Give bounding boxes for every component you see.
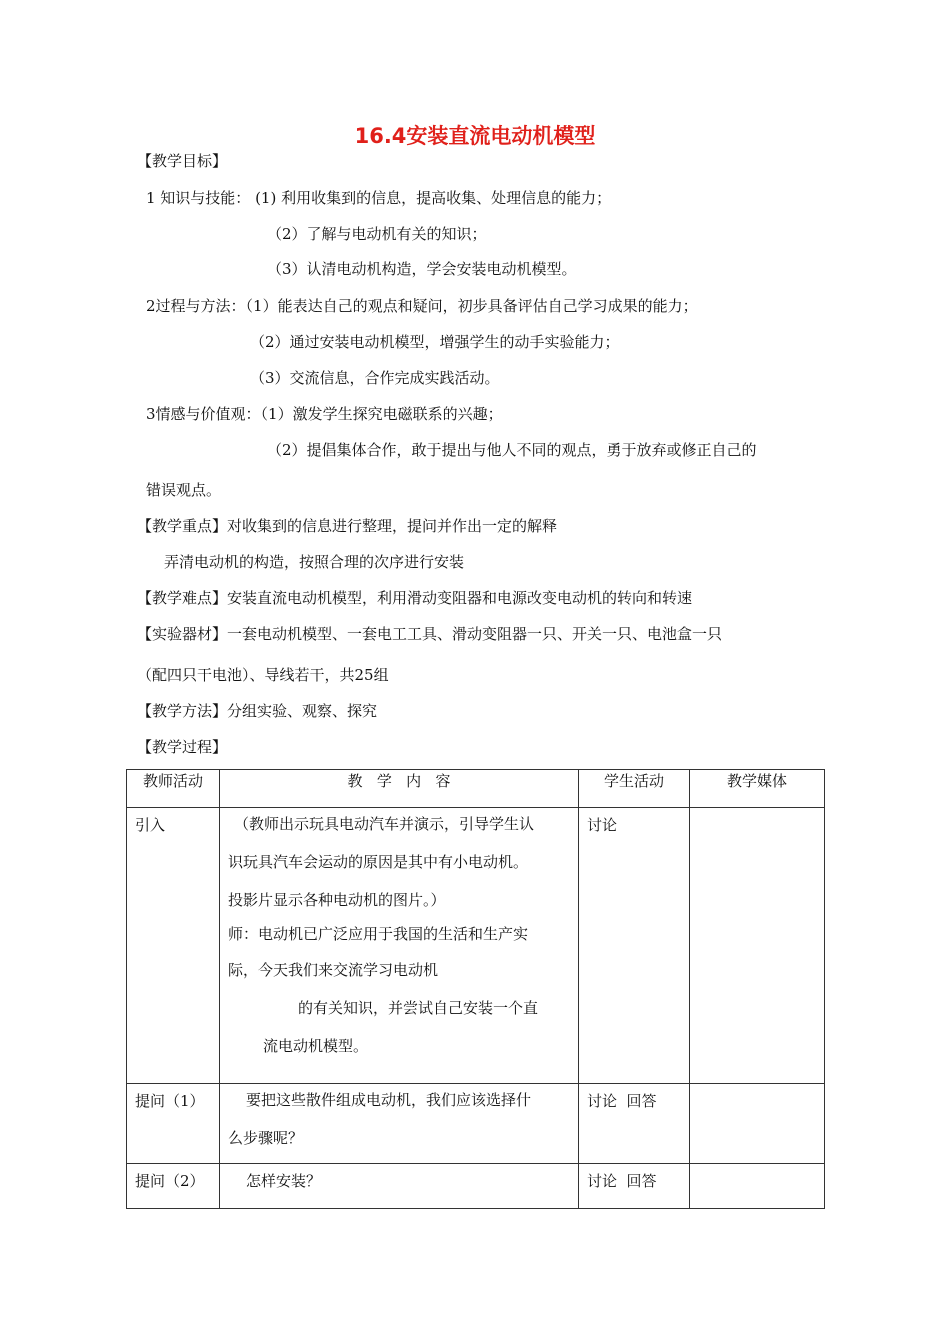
content-line: 师：电动机已广泛应用于我国的生活和生产实 [228,925,529,943]
page-title: 16.4安装直流电动机模型 [354,124,596,148]
row-media [690,1084,825,1164]
objective-emotion-1: 3情感与价值观：（1）激发学生探究电磁联系的兴趣； [146,405,503,423]
row-content: 怎样安装？ [220,1164,579,1209]
objective-process-2: （2）通过安装电动机模型，增强学生的动手实验能力； [250,333,620,351]
header-student-activity: 学生活动 [579,770,690,808]
content-line: 流电动机模型。 [263,1037,369,1055]
content-line: 识玩具汽车会运动的原因是其中有小电动机。 [228,853,529,871]
table-header-row [127,770,825,808]
row-content [220,808,579,1084]
row-activity: 提问（1） [127,1084,220,1164]
header-teaching-content: 教 学 内 容 [220,770,579,808]
objective-knowledge-2: （2）了解与电动机有关的知识； [267,225,487,243]
table-row [127,1084,825,1164]
row-content [220,1084,579,1164]
objective-knowledge-1: 1 知识与技能： (1) 利用收集到的信息，提高收集、处理信息的能力； [146,189,612,207]
content-line: 要把这些散件组成电动机，我们应该选择什 [246,1091,532,1109]
header-teacher-activity: 教师活动 [127,770,220,808]
content-line: 际，今天我们来交流学习电动机 [228,961,439,979]
row-student-activity: 讨论 回答 [579,1164,690,1209]
objective-knowledge-3: （3）认清电动机构造，学会安装电动机模型。 [267,260,577,278]
objectives-heading: 【教学目标】 [137,152,228,170]
row-media [690,808,825,1084]
row-activity: 引入 [127,808,220,1084]
objective-process-1: 2过程与方法：（1）能表达自己的观点和疑问，初步具备评估自己学习成果的能力； [146,297,698,315]
content-line: 的有关知识，并尝试自己安装一个直 [298,999,539,1017]
process-heading: 【教学过程】 [137,738,228,756]
content-line: （教师出示玩具电动汽车并演示，引导学生认 [234,815,535,833]
row-student-activity: 讨论 [579,808,690,1084]
key-points-line-1: 【教学重点】对收集到的信息进行整理，提问并作出一定的解释 [137,517,558,535]
objective-emotion-2: （2）提倡集体合作，敢于提出与他人不同的观点，勇于放弃或修正自己的 [267,441,757,459]
row-media [690,1164,825,1209]
header-teaching-media: 教学媒体 [690,770,825,808]
method-line: 【教学方法】分组实验、观察、探究 [137,702,378,720]
table-row [127,808,825,1084]
objective-process-3: （3）交流信息，合作完成实践活动。 [250,369,500,387]
equipment-line-2: （配四只干电池）、导线若干，共25组 [137,666,389,684]
content-line: 投影片显示各种电动机的图片。） [228,891,446,909]
row-student-activity: 讨论 回答 [579,1084,690,1164]
key-points-line-2: 弄清电动机的构造，按照合理的次序进行安装 [164,553,465,571]
objective-emotion-3: 错误观点。 [146,481,222,499]
content-line: 么步骤呢？ [228,1129,304,1147]
table-row [127,1164,825,1209]
difficulty-line: 【教学难点】安装直流电动机模型，利用滑动变阻器和电源改变电动机的转向和转速 [137,589,693,607]
equipment-line-1: 【实验器材】一套电动机模型、一套电工工具、滑动变阻器一只、开关一只、电池盒一只 [137,625,723,643]
row-activity: 提问（2） [127,1164,220,1209]
teaching-process-table [126,769,825,1209]
